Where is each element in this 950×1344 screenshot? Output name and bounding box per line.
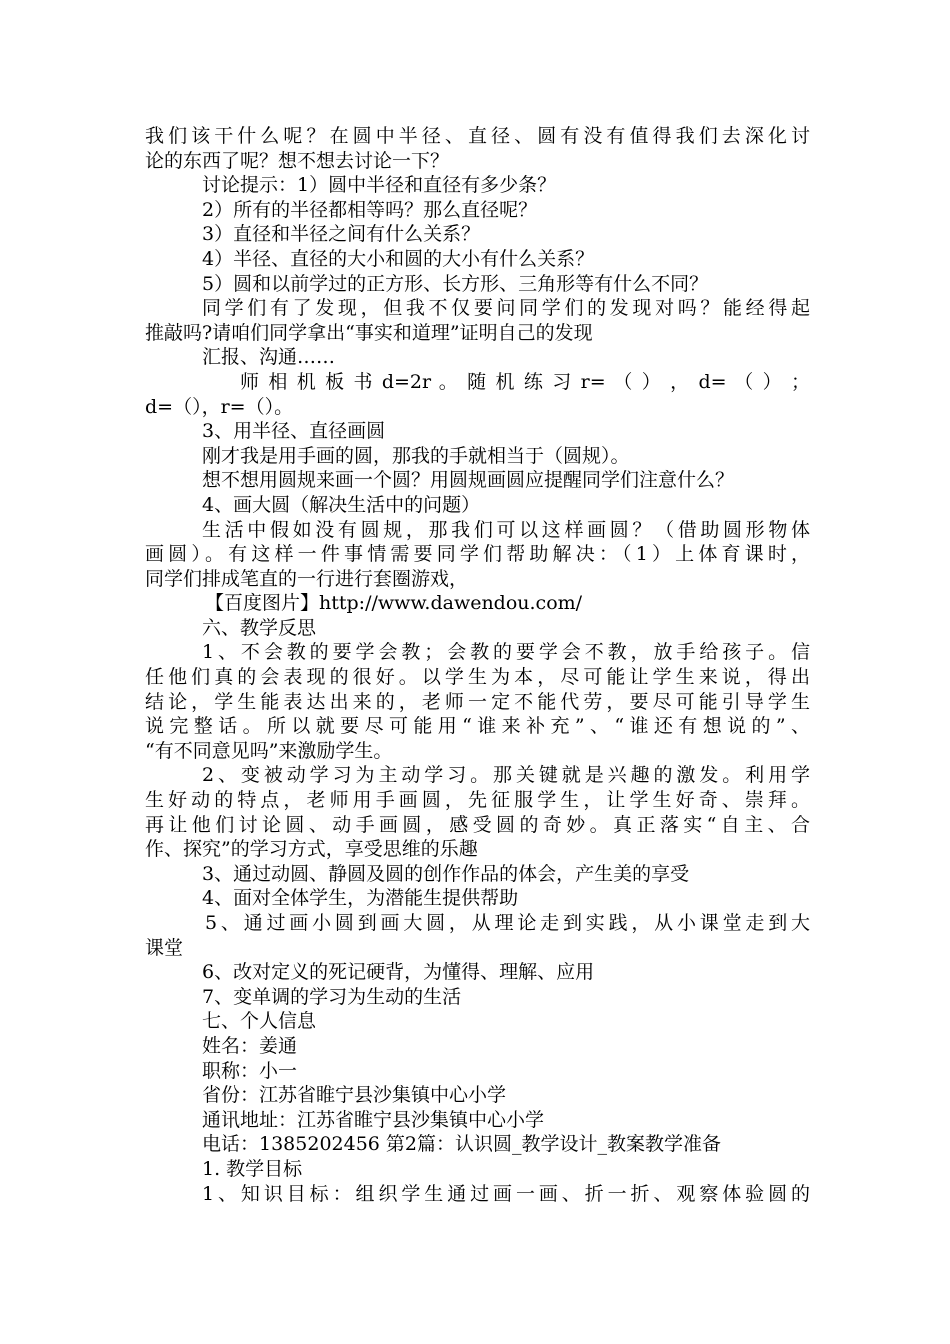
- text-line: 4、画大圆（解决生活中的问题）: [202, 493, 481, 516]
- text-line: 任他们真的会表现的很好。以学生为本，尽可能让学生来说，得出: [145, 666, 810, 689]
- text-line: 师 相 机 板 书 d=2r 。 随 机 练 习 r= （ ） ， d= （ ） ；: [240, 370, 810, 393]
- text-line: 1、知识目标：组织学生通过画一画、折一折、观察体验圆的: [202, 1182, 810, 1205]
- text-line: 七、个人信息: [202, 1010, 317, 1033]
- text-line: 同学们排成笔直的一行进行套圈游戏，: [145, 567, 469, 590]
- text-line: 5、通过画小圆到画大圆，从理论走到实践，从小课堂走到大: [205, 912, 810, 934]
- text-line: 1. 教学目标: [202, 1157, 303, 1180]
- text-line: 刚才我是用手画的圆，那我的手就相当于（圆规）。: [202, 444, 630, 467]
- text-line: 再让他们讨论圆、动手画圆，感受圆的奇妙。真正落实“自主、合: [145, 813, 810, 836]
- text-line: 电话：1385202456 第2篇：认识圆_教学设计_教案教学准备: [202, 1133, 722, 1156]
- text-line: 想不想用圆规来画一个圆？用圆规画圆应提醒同学们注意什么？: [202, 469, 735, 492]
- text-line: 3、用半径、直径画圆: [202, 420, 386, 443]
- text-line: 4、面对全体学生，为潜能生提供帮助: [202, 887, 519, 910]
- text-line: 生好动的特点，老师用手画圆，先征服学生，让学生好奇、崇拜。: [145, 789, 810, 812]
- text-line: 省份：江苏省睢宁县沙集镇中心小学: [202, 1084, 507, 1107]
- text-line: “有不同意见吗”来激励学生。: [145, 739, 393, 762]
- text-line: 结论，学生能表达出来的，老师一定不能代劳，要尽可能引导学生: [145, 690, 810, 713]
- text-line: 课堂: [145, 936, 184, 959]
- text-line: 同学们有了发现，但我不仅要问同学们的发现对吗？能经得起: [202, 297, 810, 320]
- text-line: 6、改对定义的死记硬背，为懂得、理解、应用: [202, 961, 595, 984]
- text-line: 论的东西了呢？想不想去讨论一下？: [145, 149, 450, 172]
- text-line: 通讯地址：江苏省睢宁县沙集镇中心小学: [202, 1108, 545, 1131]
- text-line: 姓名：姜通: [202, 1034, 298, 1057]
- text-line: 1、不会教的要学会教；会教的要学会不教，放手给孩子。信: [202, 641, 810, 664]
- text-line: 4）半径、直径的大小和圆的大小有什么关系？: [202, 247, 595, 270]
- text-line: 汇报、沟通……: [202, 346, 336, 369]
- text-line: 【百度图片】http://www.dawendou.com/: [205, 592, 583, 615]
- text-line: 我们该干什么呢？在圆中半径、直径、圆有没有值得我们去深化讨: [145, 125, 810, 147]
- text-line: 2、变被动学习为主动学习。那关键就是兴趣的激发。利用学: [202, 764, 810, 787]
- text-line: 讨论提示：1）圆中半径和直径有多少条？: [202, 174, 557, 197]
- text-line: d=（），r=（）。: [145, 395, 294, 418]
- text-line: 作、探究”的学习方式，享受思维的乐趣: [145, 838, 478, 861]
- text-line: 推敲吗?请咱们同学拿出“事实和道理”证明自己的发现: [145, 321, 593, 344]
- text-line: 说完整话。所以就要尽可能用“谁来补充”、“谁还有想说的”、: [145, 715, 810, 738]
- text-line: 2）所有的半径都相等吗？那么直径呢？: [202, 198, 538, 221]
- text-line: 3、通过动圆、静圆及圆的创作作品的体会，产生美的享受: [202, 862, 690, 885]
- text-line: 六、教学反思: [202, 616, 317, 639]
- text-line: 画圆）。有这样一件事情需要同学们帮助解决：（1）上体育课时，: [145, 543, 810, 566]
- text-line: 7、变单调的学习为生动的生活: [202, 985, 462, 1008]
- text-line: 5）圆和以前学过的正方形、长方形、三角形等有什么不同？: [202, 272, 709, 295]
- text-line: 职称：小一: [202, 1059, 298, 1082]
- text-line: 生活中假如没有圆规，那我们可以这样画圆？（借助圆形物体: [202, 518, 810, 541]
- document-body: [145, 124, 810, 1206]
- text-line: 3）直径和半径之间有什么关系？: [202, 223, 481, 246]
